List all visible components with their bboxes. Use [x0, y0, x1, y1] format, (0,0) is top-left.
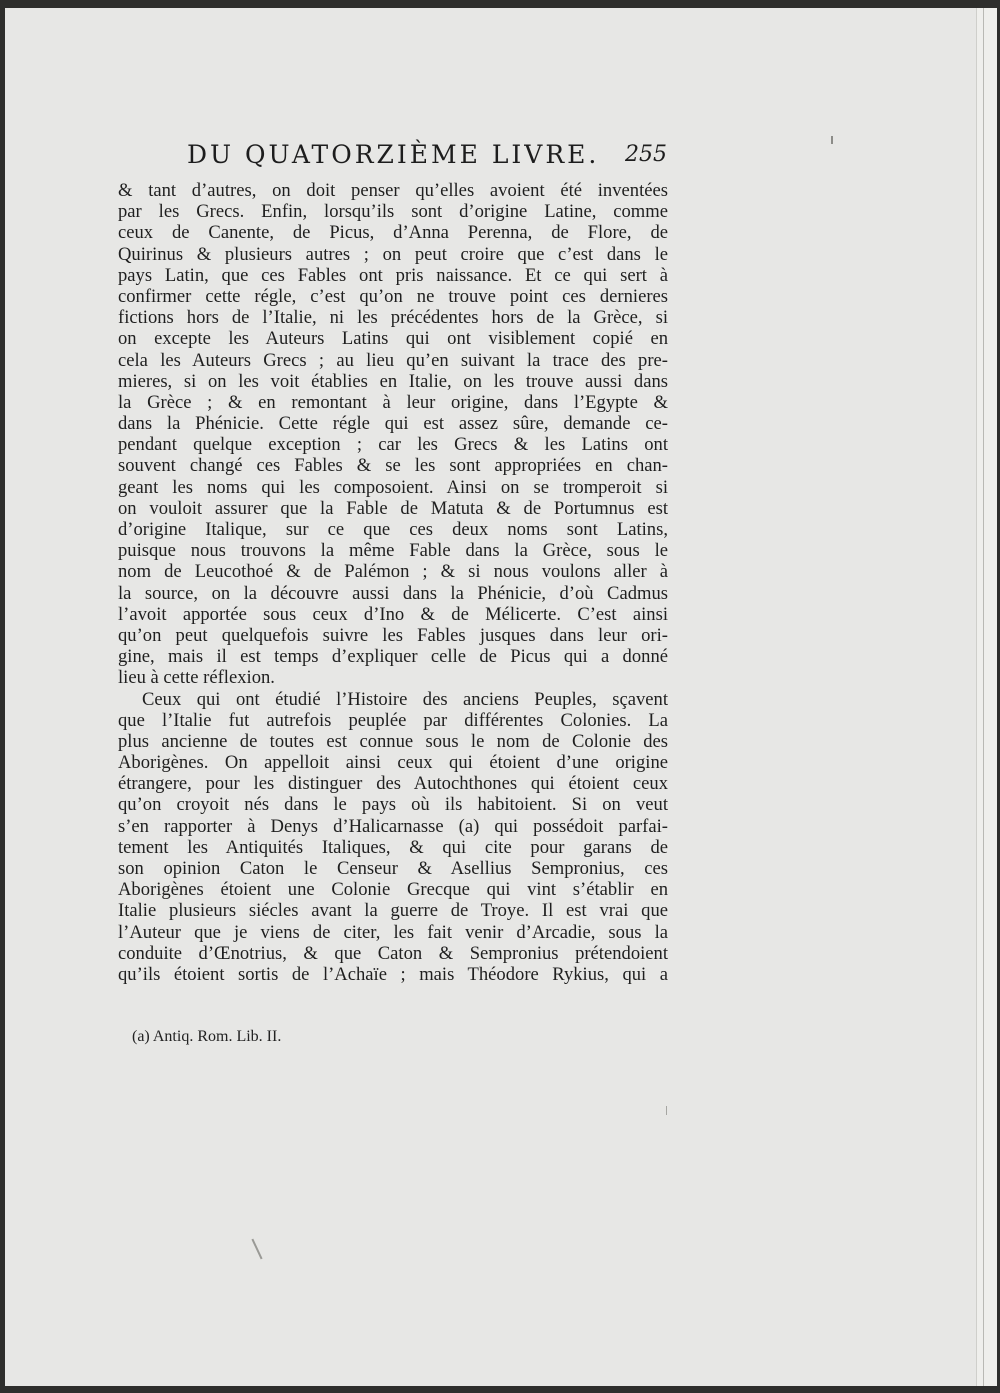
text-line: tement les Antiquités Italiques, & qui cite pour garans de: [118, 836, 668, 858]
text-line: qu’ils étoient sortis de l’Achaïe ; mais Théodore Rykius, qui a: [118, 963, 668, 985]
footnote: (a) Antiq. Rom. Lib. II.: [132, 1028, 282, 1045]
text-line: ceux de Canente, de Picus, d’Anna Perenna, de Flore, de: [118, 222, 668, 244]
text-line: son opinion Caton le Censeur & Asellius Sempronius, ces: [118, 858, 668, 879]
text-line: par les Grecs. Enfin, lorsqu’ils sont d’origine Latine, comme: [118, 201, 668, 223]
text-line: que l’Italie fut autrefois peuplée par différentes Colonies. La: [118, 709, 668, 731]
text-line: cela les Auteurs Grecs ; au lieu qu’en suivant la trace des pre-: [118, 349, 668, 371]
paper-speck: [666, 1106, 667, 1115]
text-line: l’Auteur que je viens de citer, les fait venir d’Arcadie, sous la: [118, 921, 668, 943]
text-line: plus ancienne de toutes est connue sous le nom de Colonie des: [118, 730, 668, 752]
text-line: gine, mais il est temps d’expliquer celle de Picus qui a donné: [118, 646, 668, 668]
text-line: on excepte les Auteurs Latins qui ont visiblement copié en: [118, 328, 668, 350]
text-line: s’en rapporter à Denys d’Halicarnasse (a) qui possédoit parfai-: [118, 815, 668, 837]
page-edge: [976, 8, 997, 1386]
paragraph-start-line: Ceux qui ont étudié l’Histoire des anciens Peuples, sçavent: [142, 688, 668, 710]
text-line: la source, on la découvre aussi dans la Phénicie, d’où Cadmus: [118, 582, 668, 604]
text-line: on vouloit assurer que la Fable de Matuta & de Portumnus est: [118, 497, 668, 519]
text-line: Italie plusieurs siécles avant la guerre de Troye. Il est vrai que: [118, 900, 668, 922]
page-edge-line: [983, 8, 984, 1386]
header-title: DU QUATORZIÈME LIVRE.: [187, 140, 600, 169]
page-number: 255: [625, 142, 667, 167]
text-line: la Grèce ; & en remontant à leur origine, dans l’Egypte &: [118, 391, 668, 413]
text-line: confirmer cette régle, c’est qu’on ne trouve point ces dernieres: [118, 285, 668, 307]
text-line: mieres, si on les voit établies en Italie, on les trouve aussi dans: [118, 370, 668, 392]
text-line: Quirinus & plusieurs autres ; on peut croire que c’est dans le: [118, 243, 668, 265]
text-line: puisque nous trouvons la même Fable dans la Grèce, sous le: [118, 540, 668, 562]
text-line: l’avoit apportée sous ceux d’Ino & de Mélicerte. C’est ainsi: [118, 603, 668, 625]
text-line: lieu à cette réflexion.: [118, 667, 275, 689]
running-header: [187, 140, 667, 180]
text-line: nom de Leucothoé & de Palémon ; & si nous voulons aller à: [118, 561, 668, 583]
text-line: conduite d’Œnotrius, & que Caton & Sempronius prétendoient: [118, 942, 668, 964]
body-text: [118, 180, 668, 985]
text-line: geant les noms qui les composoient. Ainsi on se tromperoit si: [118, 476, 668, 498]
text-line: & tant d’autres, on doit penser qu’elles avoient été inventées: [118, 180, 668, 201]
text-line: dans la Phénicie. Cette régle qui est assez sûre, demande ce-: [118, 413, 668, 435]
text-line: pendant quelque exception ; car les Grecs & les Latins ont: [118, 434, 668, 456]
text-line: Aborigènes. On appelloit ainsi ceux qui étoient d’une origine: [118, 752, 668, 774]
text-line: souvent changé ces Fables & se les sont appropriées en chan-: [118, 455, 668, 477]
text-line: Aborigènes étoient une Colonie Grecque qui vint s’établir en: [118, 879, 668, 901]
text-line: fictions hors de l’Italie, ni les précédentes hors de la Grèce, si: [118, 307, 668, 329]
text-line: d’origine Italique, sur ce que ces deux noms sont Latins,: [118, 519, 668, 540]
text-line: pays Latin, que ces Fables ont pris naissance. Et ce qui sert à: [118, 264, 668, 286]
paper-speck: [831, 136, 833, 144]
text-line: étrangere, pour les distinguer des Autochthones qui étoient ceux: [118, 773, 668, 795]
text-line: qu’on croyoit nés dans le pays où ils habitoient. Si on veut: [118, 794, 668, 816]
text-line: qu’on peut quelquefois suivre les Fables jusques dans leur ori-: [118, 624, 668, 646]
